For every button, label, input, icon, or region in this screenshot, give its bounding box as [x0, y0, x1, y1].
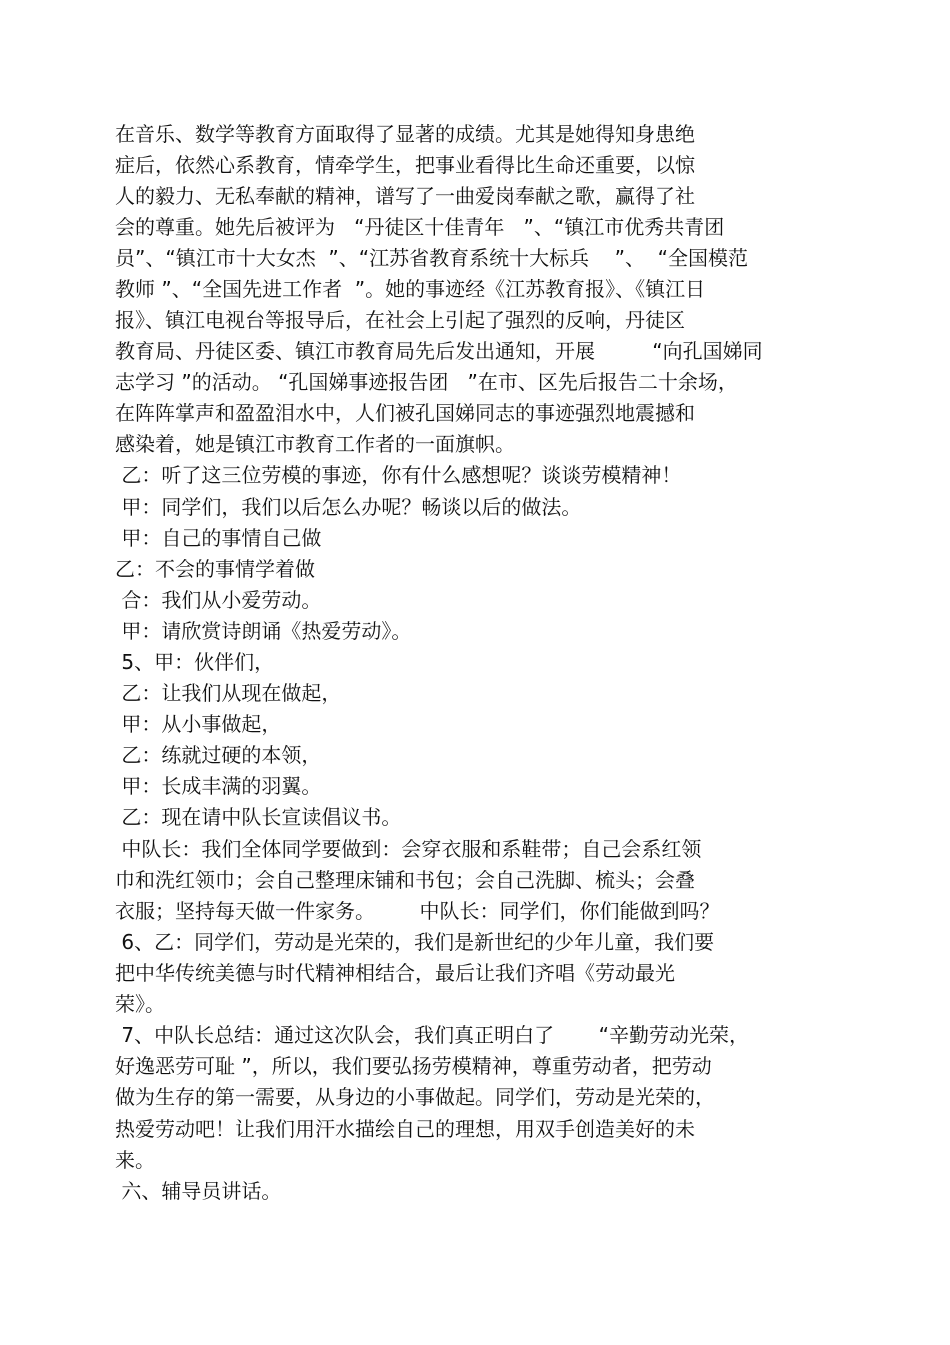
text-line: 荣》。	[115, 992, 165, 1016]
text-line: 在音乐、数学等教育方面取得了显著的成绩。尤其是她得知身患绝	[115, 122, 695, 146]
dialogue-line: 6、乙：同学们，劳动是光荣的，我们是新世纪的少年儿童，我们要	[115, 930, 715, 954]
text-line: 巾和洗红领巾；会自己整理床铺和书包；会自己洗脚、梳头；会叠	[115, 868, 695, 892]
text-line: 好逸恶劳可耻 ”，所以，我们要弘扬劳模精神，尊重劳动者，把劳动	[115, 1054, 712, 1078]
dialogue-line: 甲：请欣赏诗朗诵《热爱劳动》。	[115, 619, 412, 643]
text-line: 会的尊重。她先后被评为 “丹徒区十佳青年 ”、“镇江市优秀共青团	[115, 215, 725, 239]
text-line: 人的毅力、无私奉献的精神，谱写了一曲爱岗奉献之歌，赢得了社	[115, 184, 695, 208]
text-line: 把中华传统美德与时代精神相结合，最后让我们齐唱《劳动最光	[115, 961, 675, 985]
text-line: 教师 ”、“全国先进工作者 ”。她的事迹经《江苏教育报》、《镇江日	[115, 277, 706, 301]
section-heading: 六、辅导员讲话。	[115, 1179, 282, 1203]
dialogue-line: 甲：自己的事情自己做	[115, 526, 322, 550]
dialogue-line: 乙：让我们从现在做起，	[115, 681, 342, 705]
dialogue-line: 甲：从小事做起，	[115, 712, 282, 736]
text-line: 来。	[115, 1148, 155, 1172]
dialogue-line: 甲：长成丰满的羽翼。	[115, 774, 322, 798]
dialogue-line: 甲：同学们，我们以后怎么办呢？畅谈以后的做法。	[115, 495, 582, 519]
text-line: 在阵阵掌声和盈盈泪水中，人们被孔国娣同志的事迹强烈地震撼和	[115, 401, 695, 425]
text-line: 衣服；坚持每天做一件家务。 中队长：同学们，你们能做到吗？	[115, 899, 720, 923]
dialogue-line: 乙：现在请中队长宣读倡议书。	[115, 805, 402, 829]
dialogue-line: 乙：练就过硬的本领，	[115, 743, 322, 767]
dialogue-line: 中队长：我们全体同学要做到：会穿衣服和系鞋带；自己会系红领	[115, 837, 702, 861]
dialogue-line: 乙：听了这三位劳模的事迹，你有什么感想呢？谈谈劳模精神！	[115, 463, 682, 487]
text-line: 症后，依然心系教育，情牵学生，把事业看得比生命还重要，以惊	[115, 153, 695, 177]
dialogue-line: 5、甲：伙伴们，	[115, 650, 275, 674]
text-line: 做为生存的第一需要，从身边的小事做起。同学们，劳动是光荣的，	[115, 1085, 715, 1109]
dialogue-line: 7、中队长总结：通过这次队会，我们真正明白了 “辛勤劳动光荣，	[115, 1023, 749, 1047]
text-line: 教育局、丹徒区委、镇江市教育局先后发出通知，开展 “向孔国娣同	[115, 339, 763, 363]
text-line: 员”、“镇江市十大女杰 ”、“江苏省教育系统十大标兵 ”、 “全国模范	[115, 246, 749, 270]
dialogue-line: 合：我们从小爱劳动。	[115, 588, 322, 612]
text-line: 感染着，她是镇江市教育工作者的一面旗帜。	[115, 432, 515, 456]
dialogue-line: 乙：不会的事情学着做	[115, 557, 315, 581]
text-line: 热爱劳动吧！让我们用汗水描绘自己的理想，用双手创造美好的未	[115, 1117, 695, 1141]
text-line: 报》、镇江电视台等报导后，在社会上引起了强烈的反响，丹徒区	[115, 308, 685, 332]
text-line: 志学习 ”的活动。 “孔国娣事迹报告团 ”在市、区先后报告二十余场，	[115, 370, 738, 394]
